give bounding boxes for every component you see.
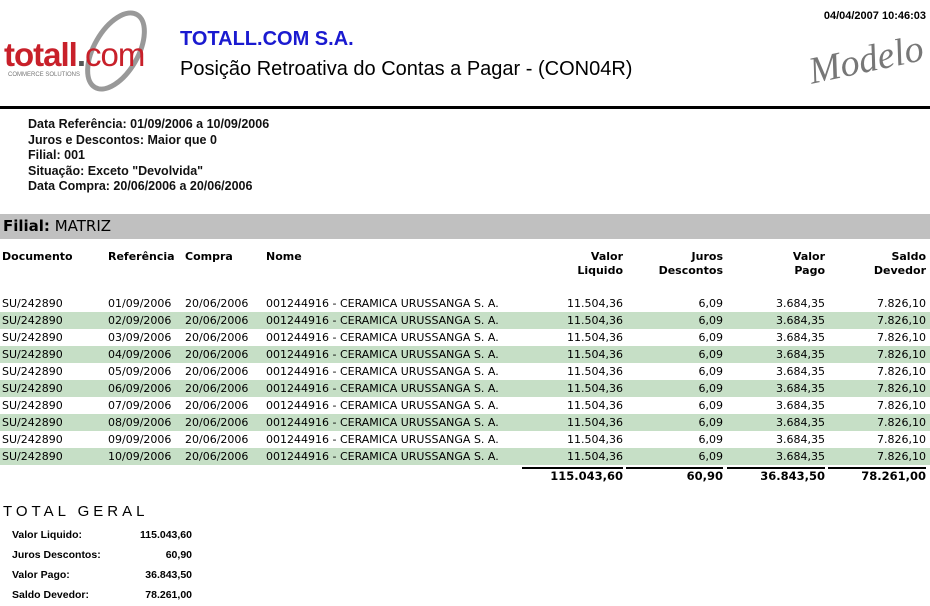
filter-item: Situação: Exceto "Devolvida" (28, 163, 204, 178)
cell-referencia: 02/09/2006 (108, 314, 172, 327)
report-title: Posição Retroativa do Contas a Pagar - (CON04R) (180, 58, 633, 80)
total-geral-item (12, 549, 192, 561)
cell-valor-liquido: 11.504,36 (567, 314, 623, 327)
cell-saldo: 7.826,10 (877, 331, 926, 344)
cell-juros: 6,09 (698, 433, 723, 446)
cell-compra: 20/06/2006 (185, 416, 249, 429)
cell-compra: 20/06/2006 (185, 450, 249, 463)
cell-juros: 6,09 (698, 399, 723, 412)
cell-nome: 001244916 - CERAMICA URUSSANGA S. A. (266, 365, 499, 378)
cell-referencia: 05/09/2006 (108, 365, 172, 378)
cell-valor-liquido: 11.504,36 (567, 348, 623, 361)
cell-saldo: 7.826,10 (877, 348, 926, 361)
table-row (0, 295, 930, 312)
cell-valor-pago: 3.684,35 (776, 450, 825, 463)
cell-documento: SU/242890 (2, 450, 63, 463)
table-row (0, 431, 930, 448)
cell-valor-pago: 3.684,35 (776, 399, 825, 412)
cell-documento: SU/242890 (2, 331, 63, 344)
filial-bar (0, 214, 930, 239)
cell-compra: 20/06/2006 (185, 399, 249, 412)
cell-compra: 20/06/2006 (185, 365, 249, 378)
cell-compra: 20/06/2006 (185, 314, 249, 327)
cell-valor-liquido: 11.504,36 (567, 416, 623, 429)
total-valor-liquido: 115.043,60 (522, 467, 623, 484)
cell-nome: 001244916 - CERAMICA URUSSANGA S. A. (266, 416, 499, 429)
col-label: Liquido (577, 264, 623, 277)
cell-documento: SU/242890 (2, 399, 63, 412)
col-juros (659, 250, 723, 278)
cell-nome: 001244916 - CERAMICA URUSSANGA S. A. (266, 382, 499, 395)
cell-juros: 6,09 (698, 416, 723, 429)
filter-item: Data Compra: 20/06/2006 a 20/06/2006 (28, 179, 253, 193)
cell-saldo: 7.826,10 (877, 382, 926, 395)
filter-list (28, 117, 269, 195)
cell-compra: 20/06/2006 (185, 297, 249, 310)
company-name: TOTALL.COM S.A. (180, 28, 354, 50)
item-label: Saldo Devedor: (12, 589, 90, 601)
cell-saldo: 7.826,10 (877, 433, 926, 446)
cell-valor-liquido: 11.504,36 (567, 297, 623, 310)
table-row (0, 380, 930, 397)
header-divider (0, 106, 930, 109)
cell-compra: 20/06/2006 (185, 433, 249, 446)
cell-valor-liquido: 11.504,36 (567, 433, 623, 446)
cell-valor-pago: 3.684,35 (776, 314, 825, 327)
cell-valor-liquido: 11.504,36 (567, 365, 623, 378)
item-value: 60,90 (165, 549, 192, 561)
cell-juros: 6,09 (698, 331, 723, 344)
cell-valor-pago: 3.684,35 (776, 433, 825, 446)
col-label: Valor (792, 250, 825, 263)
cell-valor-pago: 3.684,35 (776, 297, 825, 310)
cell-nome: 001244916 - CERAMICA URUSSANGA S. A. (266, 399, 499, 412)
company-logo: totall.com COMMERCE SOLUTIONS (4, 6, 169, 96)
cell-juros: 6,09 (698, 450, 723, 463)
col-label: Pago (794, 264, 825, 277)
cell-valor-pago: 3.684,35 (776, 365, 825, 378)
item-label: Valor Pago: (12, 569, 70, 581)
table-row (0, 329, 930, 346)
col-documento: Documento (2, 250, 73, 263)
cell-referencia: 06/09/2006 (108, 382, 172, 395)
cell-documento: SU/242890 (2, 382, 63, 395)
cell-nome: 001244916 - CERAMICA URUSSANGA S. A. (266, 314, 499, 327)
table-row (0, 346, 930, 363)
cell-documento: SU/242890 (2, 314, 63, 327)
cell-saldo: 7.826,10 (877, 399, 926, 412)
cell-saldo: 7.826,10 (877, 450, 926, 463)
cell-saldo: 7.826,10 (877, 297, 926, 310)
total-saldo: 78.261,00 (828, 467, 926, 484)
cell-nome: 001244916 - CERAMICA URUSSANGA S. A. (266, 450, 499, 463)
col-nome: Nome (266, 250, 302, 263)
filial-label: Filial: (3, 217, 50, 235)
col-valor-liquido (577, 250, 623, 278)
table-row (0, 414, 930, 431)
cell-referencia: 03/09/2006 (108, 331, 172, 344)
item-value: 115.043,60 (140, 529, 192, 541)
cell-referencia: 07/09/2006 (108, 399, 172, 412)
cell-juros: 6,09 (698, 297, 723, 310)
cell-juros: 6,09 (698, 382, 723, 395)
cell-valor-liquido: 11.504,36 (567, 382, 623, 395)
cell-valor-pago: 3.684,35 (776, 348, 825, 361)
cell-documento: SU/242890 (2, 416, 63, 429)
total-geral-item (12, 529, 192, 541)
cell-valor-pago: 3.684,35 (776, 331, 825, 344)
item-label: Juros Descontos: (12, 549, 101, 561)
table-row (0, 363, 930, 380)
timestamp: 04/04/2007 10:46:03 (823, 10, 926, 22)
cell-nome: 001244916 - CERAMICA URUSSANGA S. A. (266, 331, 499, 344)
cell-compra: 20/06/2006 (185, 331, 249, 344)
filter-item: Data Referência: 01/09/2006 a 10/09/2006 (28, 117, 270, 131)
table-row (0, 397, 930, 414)
total-geral-title: TOTAL GERAL (3, 503, 149, 520)
cell-valor-liquido: 11.504,36 (567, 450, 623, 463)
logo-tagline: COMMERCE SOLUTIONS (8, 72, 81, 78)
cell-compra: 20/06/2006 (185, 348, 249, 361)
table-row (0, 312, 930, 329)
cell-documento: SU/242890 (2, 348, 63, 361)
item-value: 36.843,50 (145, 569, 192, 581)
col-referencia: Referência (108, 250, 175, 263)
cell-nome: 001244916 - CERAMICA URUSSANGA S. A. (266, 433, 499, 446)
item-label: Valor Liquido: (12, 529, 82, 541)
total-juros: 60,90 (626, 467, 723, 484)
cell-nome: 001244916 - CERAMICA URUSSANGA S. A. (266, 348, 499, 361)
cell-referencia: 10/09/2006 (108, 450, 172, 463)
filial-value: MATRIZ (54, 217, 112, 235)
cell-juros: 6,09 (698, 348, 723, 361)
filter-item: Juros e Descontos: Maior que 0 (28, 132, 217, 147)
col-saldo (874, 250, 926, 278)
cell-documento: SU/242890 (2, 297, 63, 310)
cell-valor-liquido: 11.504,36 (567, 331, 623, 344)
item-value: 78.261,00 (145, 589, 192, 601)
cell-valor-liquido: 11.504,36 (567, 399, 623, 412)
filter-item: Filial: 001 (28, 148, 85, 162)
cell-juros: 6,09 (698, 314, 723, 327)
table-row (0, 448, 930, 465)
total-valor-pago: 36.843,50 (727, 467, 825, 484)
total-geral-item (12, 569, 192, 581)
col-label: Devedor (873, 264, 926, 277)
col-label: Valor (590, 250, 623, 263)
cell-valor-pago: 3.684,35 (776, 416, 825, 429)
col-label: Descontos (658, 264, 723, 277)
cell-referencia: 01/09/2006 (108, 297, 172, 310)
cell-referencia: 08/09/2006 (108, 416, 172, 429)
cell-saldo: 7.826,10 (877, 365, 926, 378)
cell-referencia: 04/09/2006 (108, 348, 172, 361)
cell-saldo: 7.826,10 (877, 416, 926, 429)
col-valor-pago (793, 250, 825, 278)
cell-saldo: 7.826,10 (877, 314, 926, 327)
col-label: Juros (691, 250, 723, 263)
cell-nome: 001244916 - CERAMICA URUSSANGA S. A. (266, 297, 499, 310)
cell-documento: SU/242890 (2, 433, 63, 446)
cell-referencia: 09/09/2006 (108, 433, 172, 446)
cell-valor-pago: 3.684,35 (776, 382, 825, 395)
cell-compra: 20/06/2006 (185, 382, 249, 395)
total-geral-item (12, 589, 192, 601)
watermark: Modelo (804, 27, 928, 93)
col-compra: Compra (185, 250, 233, 263)
col-label: Saldo (891, 250, 926, 263)
cell-documento: SU/242890 (2, 365, 63, 378)
cell-juros: 6,09 (698, 365, 723, 378)
